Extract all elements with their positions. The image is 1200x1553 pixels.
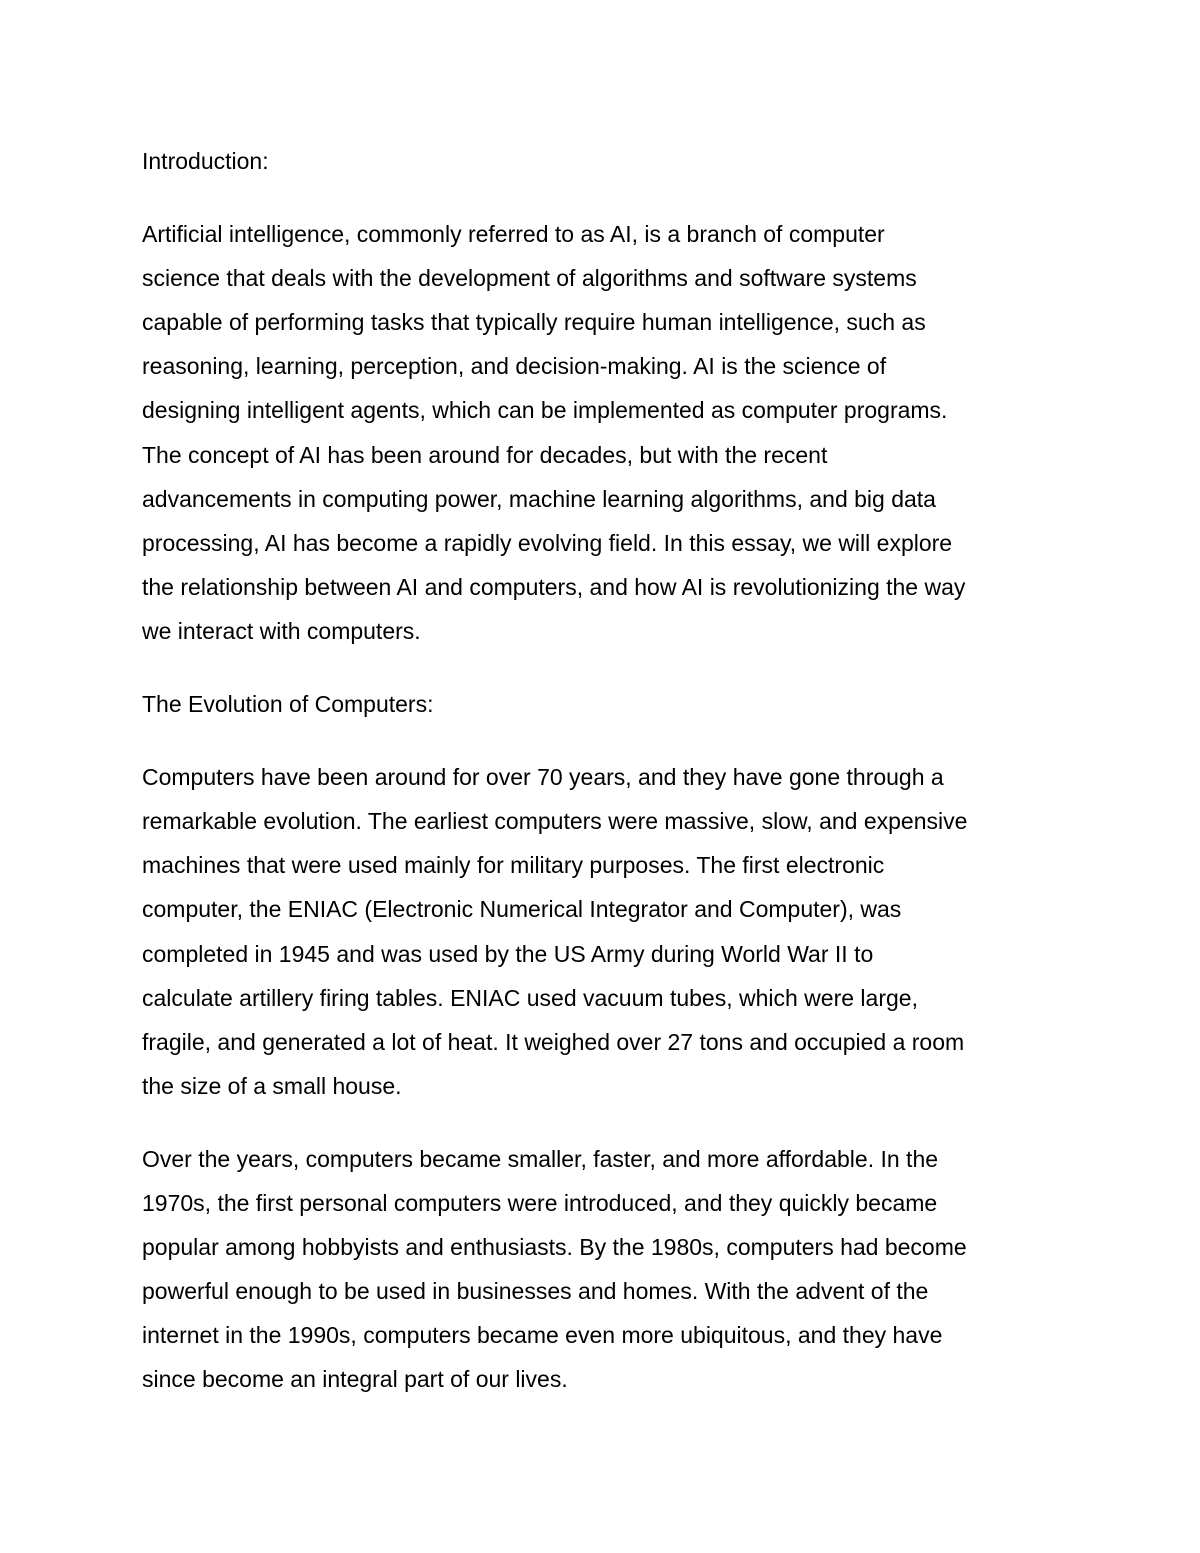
section-heading: Introduction: <box>142 148 269 174</box>
text-line: the relationship between AI and computers, and how AI is revolutionizing the way <box>142 573 966 600</box>
text-line: remarkable evolution. The earliest computers were massive, slow, and expensive <box>142 808 968 835</box>
text-line: the size of a small house. <box>142 1072 402 1099</box>
text-line: internet in the 1990s, computers became even more ubiquitous, and they have <box>142 1322 943 1349</box>
text-line: The concept of AI has been around for decades, but with the recent <box>142 441 828 468</box>
text-line: popular among hobbyists and enthusiasts. By the 1980s, computers had become <box>142 1234 967 1261</box>
text-line: science that deals with the development of algorithms and software systems <box>142 265 917 292</box>
text-line: designing intelligent agents, which can be implemented as computer programs. <box>142 397 948 424</box>
text-line: fragile, and generated a lot of heat. It weighed over 27 tons and occupied a room <box>142 1028 965 1055</box>
text-line: Artificial intelligence, commonly referred to as AI, is a branch of computer <box>142 221 885 248</box>
text-line: machines that were used mainly for military purposes. The first electronic <box>142 852 885 879</box>
text-line: since become an integral part of our lives. <box>142 1366 568 1393</box>
text-line: computer, the ENIAC (Electronic Numerical Integrator and Computer), was <box>142 896 902 923</box>
text-line: capable of performing tasks that typically require human intelligence, such as <box>142 309 926 336</box>
paragraph <box>142 755 1072 1108</box>
text-line: Over the years, computers became smaller, faster, and more affordable. In the <box>142 1145 939 1172</box>
text-line: 1970s, the first personal computers were introduced, and they quickly became <box>142 1189 938 1216</box>
text-line: processing, AI has become a rapidly evolving field. In this essay, we will explore <box>142 529 953 556</box>
text-line: Computers have been around for over 70 years, and they have gone through a <box>142 764 944 791</box>
section-evolution-of-computers <box>142 682 1072 1401</box>
paragraph <box>142 212 1072 653</box>
text-line: reasoning, learning, perception, and decision-making. AI is the science of <box>142 353 887 380</box>
text-line: powerful enough to be used in businesses and homes. With the advent of the <box>142 1278 929 1305</box>
text-line: completed in 1945 and was used by the US Army during World War II to <box>142 940 874 967</box>
text-line: we interact with computers. <box>142 617 421 644</box>
text-line: advancements in computing power, machine learning algorithms, and big data <box>142 485 936 512</box>
paragraph <box>142 1137 1072 1402</box>
text-line: calculate artillery firing tables. ENIAC used vacuum tubes, which were large, <box>142 984 918 1011</box>
section-introduction <box>142 139 1072 653</box>
document-body <box>142 139 1072 1430</box>
section-heading: The Evolution of Computers: <box>142 691 434 718</box>
